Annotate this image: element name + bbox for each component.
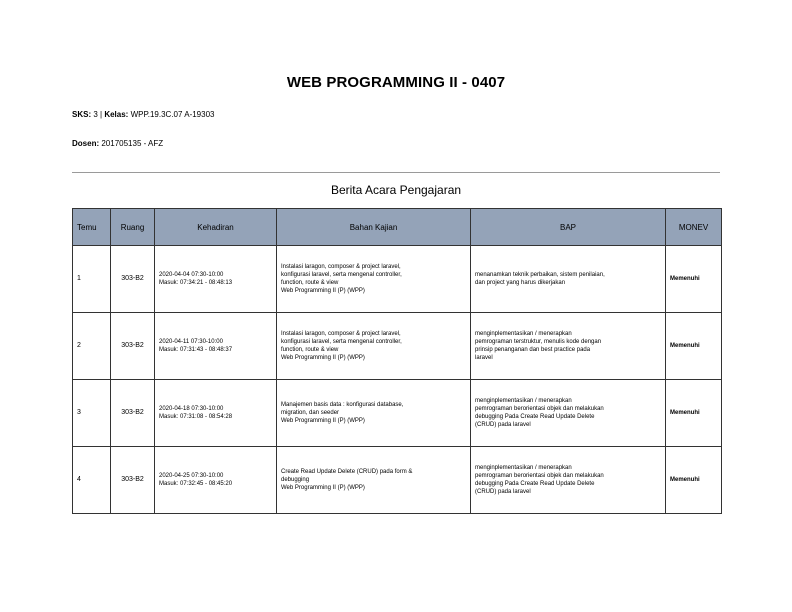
- ruang-cell: 303-B2: [111, 313, 155, 380]
- attendance-text: Masuk: 07:31:08 - 08:54:28: [159, 414, 233, 420]
- bap-line: dan project yang harus dikerjakan: [475, 280, 566, 286]
- col-header-ruang: Ruang: [111, 209, 155, 246]
- monev-cell: Memenuhi: [666, 313, 722, 380]
- dosen-value: 201705135 - AFZ: [99, 139, 164, 148]
- temu-cell: 1: [73, 246, 111, 313]
- ruang-cell: 303-B2: [111, 447, 155, 514]
- attendance-text: Masuk: 07:31:43 - 08:48:37: [159, 347, 233, 353]
- table-row: [73, 313, 722, 380]
- monev-cell: Memenuhi: [666, 380, 722, 447]
- attendance-text: Masuk: 07:34:21 - 08:48:13: [159, 280, 233, 286]
- bahan-line: Instalasi laragon, composer & project laravel,: [281, 331, 401, 337]
- attendance-text: Masuk: 07:32:45 - 08:45:20: [159, 481, 233, 487]
- monev-cell: Memenuhi: [666, 447, 722, 514]
- bap-line: debugging Pada Create Read Update Delete: [475, 481, 595, 487]
- bap-line: menginplementasikan / menerapkan: [475, 331, 572, 337]
- bahan-line: konfigurasi laravel, serta mengenal controller,: [281, 339, 402, 345]
- lecturer-meta: [72, 139, 163, 148]
- bahan-kajian-cell: [277, 246, 471, 313]
- table-row: [73, 246, 722, 313]
- bahan-line: Web Programming II (P) (WPP): [281, 355, 365, 361]
- temu-cell: 3: [73, 380, 111, 447]
- schedule-text: 2020-04-11 07:30-10:00: [159, 339, 223, 345]
- page-title: WEB PROGRAMMING II - 0407: [286, 74, 506, 91]
- col-header-bahan-kajian: Bahan Kajian: [277, 209, 471, 246]
- bahan-line: Web Programming II (P) (WPP): [281, 288, 365, 294]
- kelas-label: Kelas:: [104, 110, 129, 119]
- bahan-line: function, route & view: [281, 280, 339, 286]
- col-header-bap: BAP: [471, 209, 666, 246]
- bap-line: laravel: [475, 355, 493, 361]
- monev-cell: Memenuhi: [666, 246, 722, 313]
- bap-line: (CRUD) pada laravel: [475, 422, 531, 428]
- bap-line: (CRUD) pada laravel: [475, 489, 531, 495]
- bahan-kajian-cell: [277, 380, 471, 447]
- bap-line: menginplementasikan / menerapkan: [475, 398, 572, 404]
- bap-line: prinsip penanganan dan best practice pada: [475, 347, 591, 353]
- course-meta: [72, 110, 214, 119]
- bahan-line: konfigurasi laravel, serta mengenal controller,: [281, 272, 402, 278]
- section-title: Berita Acara Pengajaran: [330, 183, 462, 197]
- bahan-kajian-cell: [277, 447, 471, 514]
- bahan-line: Web Programming II (P) (WPP): [281, 485, 365, 491]
- divider: [72, 172, 720, 173]
- bap-cell: [471, 380, 666, 447]
- bahan-line: Instalasi laragon, composer & project laravel,: [281, 264, 401, 270]
- sks-label: SKS:: [72, 110, 92, 119]
- teaching-record-table: [72, 208, 722, 514]
- schedule-text: 2020-04-04 07:30-10:00: [159, 272, 224, 278]
- col-header-temu: Temu: [73, 209, 111, 246]
- col-header-monev: MONEV: [666, 209, 722, 246]
- bap-line: pemrograman terstruktur, menulis kode dengan: [475, 339, 602, 345]
- bahan-line: Create Read Update Delete (CRUD) pada form &: [281, 469, 413, 475]
- bap-cell: [471, 246, 666, 313]
- bahan-line: migration, dan seeder: [281, 410, 340, 416]
- col-header-kehadiran: Kehadiran: [155, 209, 277, 246]
- table-header-row: [73, 209, 722, 246]
- table-row: [73, 447, 722, 514]
- bap-line: pemrograman berorientasi objek dan melakukan: [475, 406, 604, 412]
- bap-cell: [471, 447, 666, 514]
- bahan-line: debugging: [281, 477, 310, 483]
- temu-cell: 4: [73, 447, 111, 514]
- bahan-kajian-cell: [277, 313, 471, 380]
- ruang-cell: 303-B2: [111, 380, 155, 447]
- kelas-value: WPP.19.3C.07 A-19303: [128, 110, 215, 119]
- table-row: [73, 380, 722, 447]
- sks-value: 3 |: [91, 110, 105, 119]
- bahan-line: Manajemen basis data : konfigurasi database,: [281, 402, 404, 408]
- bap-line: pemrograman berorientasi objek dan melakukan: [475, 473, 604, 479]
- dosen-label: Dosen:: [72, 139, 100, 148]
- kehadiran-cell: [155, 246, 277, 313]
- bap-line: menanamkan teknik perbaikan, sistem penilaian,: [475, 272, 605, 278]
- bap-cell: [471, 313, 666, 380]
- kehadiran-cell: [155, 313, 277, 380]
- bap-line: menginplementasikan / menerapkan: [475, 465, 572, 471]
- ruang-cell: 303-B2: [111, 246, 155, 313]
- schedule-text: 2020-04-18 07:30-10:00: [159, 406, 224, 412]
- kehadiran-cell: [155, 447, 277, 514]
- bap-line: debugging Pada Create Read Update Delete: [475, 414, 595, 420]
- temu-cell: 2: [73, 313, 111, 380]
- kehadiran-cell: [155, 380, 277, 447]
- bahan-line: function, route & view: [281, 347, 339, 353]
- bahan-line: Web Programming II (P) (WPP): [281, 418, 365, 424]
- schedule-text: 2020-04-25 07:30-10:00: [159, 473, 224, 479]
